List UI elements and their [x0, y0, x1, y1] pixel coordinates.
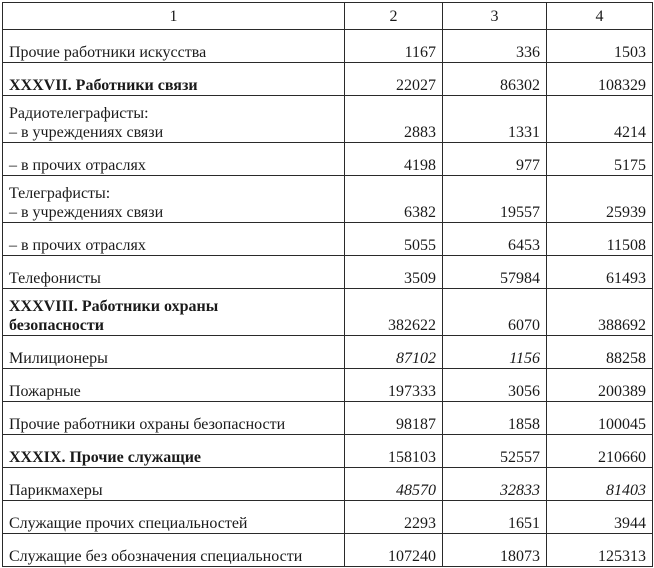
row-label-line: – в учреждениях связи: [9, 204, 164, 221]
cell-value-3: 336: [443, 30, 547, 63]
row-label-line: Телеграфисты:: [9, 185, 111, 202]
section-heading: [3, 289, 345, 336]
cell-value-4: 210660: [547, 435, 653, 468]
row-label: Прочие работники охраны безопасности: [3, 402, 345, 435]
cell-value-2: 87102: [345, 336, 443, 369]
cell-value-2: 98187: [345, 402, 443, 435]
cell-value-2: 197333: [345, 369, 443, 402]
table-row: [3, 534, 653, 567]
cell-value-2: 4198: [345, 143, 443, 176]
table-row: [3, 501, 653, 534]
row-label: [3, 96, 345, 143]
section-heading: XXXVII. Работники связи: [3, 63, 345, 96]
table-row: [3, 336, 653, 369]
cell-value-2: 158103: [345, 435, 443, 468]
cell-value-4: 25939: [547, 176, 653, 223]
cell-value-4: 88258: [547, 336, 653, 369]
table-row: [3, 30, 653, 63]
cell-value-3: 32833: [443, 468, 547, 501]
cell-value-3: 1156: [443, 336, 547, 369]
cell-value-4: 1503: [547, 30, 653, 63]
table-row: [3, 402, 653, 435]
table-row: [3, 63, 653, 96]
cell-value-3: 18073: [443, 534, 547, 567]
cell-value-2: 22027: [345, 63, 443, 96]
header-row: [3, 3, 653, 30]
cell-value-4: 3944: [547, 501, 653, 534]
row-label: Парикмахеры: [3, 468, 345, 501]
document-page: [2, 2, 652, 564]
header-col-3: 3: [443, 3, 547, 30]
row-label: – в прочих отраслях: [3, 223, 345, 256]
cell-value-4: 61493: [547, 256, 653, 289]
table-row: [3, 289, 653, 336]
cell-value-2: 107240: [345, 534, 443, 567]
cell-value-4: 4214: [547, 96, 653, 143]
statistics-table: [2, 2, 653, 567]
cell-value-3: 1331: [443, 96, 547, 143]
cell-value-4: 108329: [547, 63, 653, 96]
table-row: [3, 223, 653, 256]
row-label: Милиционеры: [3, 336, 345, 369]
cell-value-4: 200389: [547, 369, 653, 402]
row-label: [3, 176, 345, 223]
cell-value-3: 6453: [443, 223, 547, 256]
section-heading: XXXIX. Прочие служащие: [3, 435, 345, 468]
table-row: [3, 256, 653, 289]
cell-value-3: 86302: [443, 63, 547, 96]
cell-value-2: 5055: [345, 223, 443, 256]
row-label: Прочие работники искусства: [3, 30, 345, 63]
row-label-line: – в учреждениях связи: [9, 124, 164, 141]
row-label: – в прочих отраслях: [3, 143, 345, 176]
cell-value-2: 3509: [345, 256, 443, 289]
section-heading-line: безопасности: [9, 317, 104, 334]
cell-value-2: 6382: [345, 176, 443, 223]
cell-value-4: 11508: [547, 223, 653, 256]
cell-value-4: 5175: [547, 143, 653, 176]
cell-value-4: 100045: [547, 402, 653, 435]
cell-value-3: 57984: [443, 256, 547, 289]
cell-value-3: 52557: [443, 435, 547, 468]
cell-value-3: 977: [443, 143, 547, 176]
row-label: Пожарные: [3, 369, 345, 402]
cell-value-3: 1651: [443, 501, 547, 534]
table-row: [3, 176, 653, 223]
table-row: [3, 143, 653, 176]
table-row: [3, 369, 653, 402]
cell-value-3: 1858: [443, 402, 547, 435]
cell-value-4: 388692: [547, 289, 653, 336]
header-col-2: 2: [345, 3, 443, 30]
header-col-4: 4: [547, 3, 653, 30]
cell-value-3: 19557: [443, 176, 547, 223]
cell-value-2: 2293: [345, 501, 443, 534]
cell-value-2: 1167: [345, 30, 443, 63]
row-label-line: Радиотелеграфисты:: [9, 105, 149, 122]
row-label: Служащие без обозначения специальности: [3, 534, 345, 567]
row-label: Служащие прочих специальностей: [3, 501, 345, 534]
cell-value-2: 48570: [345, 468, 443, 501]
cell-value-4: 125313: [547, 534, 653, 567]
table-row: [3, 96, 653, 143]
table-row: [3, 468, 653, 501]
header-col-1: 1: [3, 3, 345, 30]
row-label: Телефонисты: [3, 256, 345, 289]
cell-value-3: 3056: [443, 369, 547, 402]
section-heading-line: XXXVIII. Работники охраны: [9, 298, 219, 315]
cell-value-3: 6070: [443, 289, 547, 336]
table-row: [3, 435, 653, 468]
cell-value-4: 81403: [547, 468, 653, 501]
cell-value-2: 2883: [345, 96, 443, 143]
cell-value-2: 382622: [345, 289, 443, 336]
